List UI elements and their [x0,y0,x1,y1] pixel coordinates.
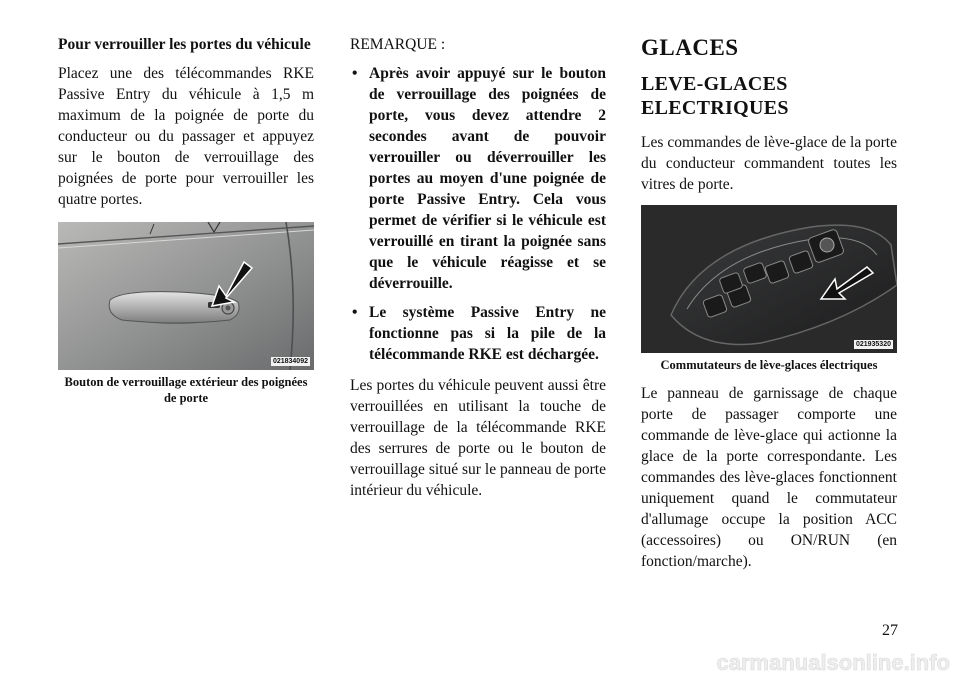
section-subtitle: LEVE-GLACES ELECTRIQUES [641,73,789,119]
bullet-text: Après avoir appuyé sur le bouton de verrouillage des poignées de porte, vous devez attendre 2 secondes avant de pouvoir verrouiller ou déverrouiller les portes au moyen d'une poignée de porte Passive Entry. Cela vous permet de vérifier si le véhicule est verrouillé en tirant la poignée sans que le véhicule réagisse et se déverrouille. [369,65,606,292]
door-handle-photo [58,222,314,370]
column-right [641,34,897,582]
note-bullet-item [350,302,606,365]
note-bullet-list [350,63,606,365]
section-title: GLACES [641,35,739,60]
page-number: 27 [882,622,898,639]
figure-code: 021935320 [855,341,891,348]
door-handle-illustration [58,222,314,370]
window-switches-photo [641,205,897,353]
column-left [58,34,314,406]
figure-code: 021834092 [272,358,308,365]
figure-caption: Bouton de verrouillage extérieur des poignées de porte [64,375,308,405]
watermark-logo [0,652,960,674]
body-paragraph: Les portes du véhicule peuvent aussi être verrouillées en utilisant la touche de verrouillage de la télécommande RKE des serrures de porte ou le bouton de verrouillage situé sur le panneau de porte intérieur du véhicule. [350,377,606,499]
window-switches-illustration [641,205,897,353]
note-label: REMARQUE : [350,36,446,53]
column-middle [350,34,606,511]
bullet-text: Le système Passive Entry ne fonctionne pas si la pile de la télécommande RKE est déchargée. [369,304,606,363]
note-bullet-item [350,63,606,294]
bullet-icon: • [352,304,358,321]
watermark-text: carmanualsonline.info [716,652,950,674]
body-paragraph: Placez une des télécommandes RKE Passive Entry du véhicule à 1,5 m maximum de la poignée de porte du conducteur ou du passager et appuyez sur le bouton de verrouillage des poignées de porte pour verrouiller les quatre portes. [58,65,314,208]
figure-caption: Commutateurs de lève-glaces électriques [660,358,878,372]
bullet-icon: • [352,65,358,82]
section-heading: Pour verrouiller les portes du véhicule [58,36,311,53]
body-paragraph: Le panneau de garnissage de chaque porte de passager comporte une commande de lève-glace qui actionne la glace de la porte correspondante. Les commandes des lève-glaces fonctionnent uniquement quand le commutateur d'allumage occupe la position ACC (accessoires) ou ON/RUN (en fonction/marche). [641,385,897,570]
body-paragraph: Les commandes de lève-glace de la porte du conducteur commandent toutes les vitres de porte. [641,134,897,193]
